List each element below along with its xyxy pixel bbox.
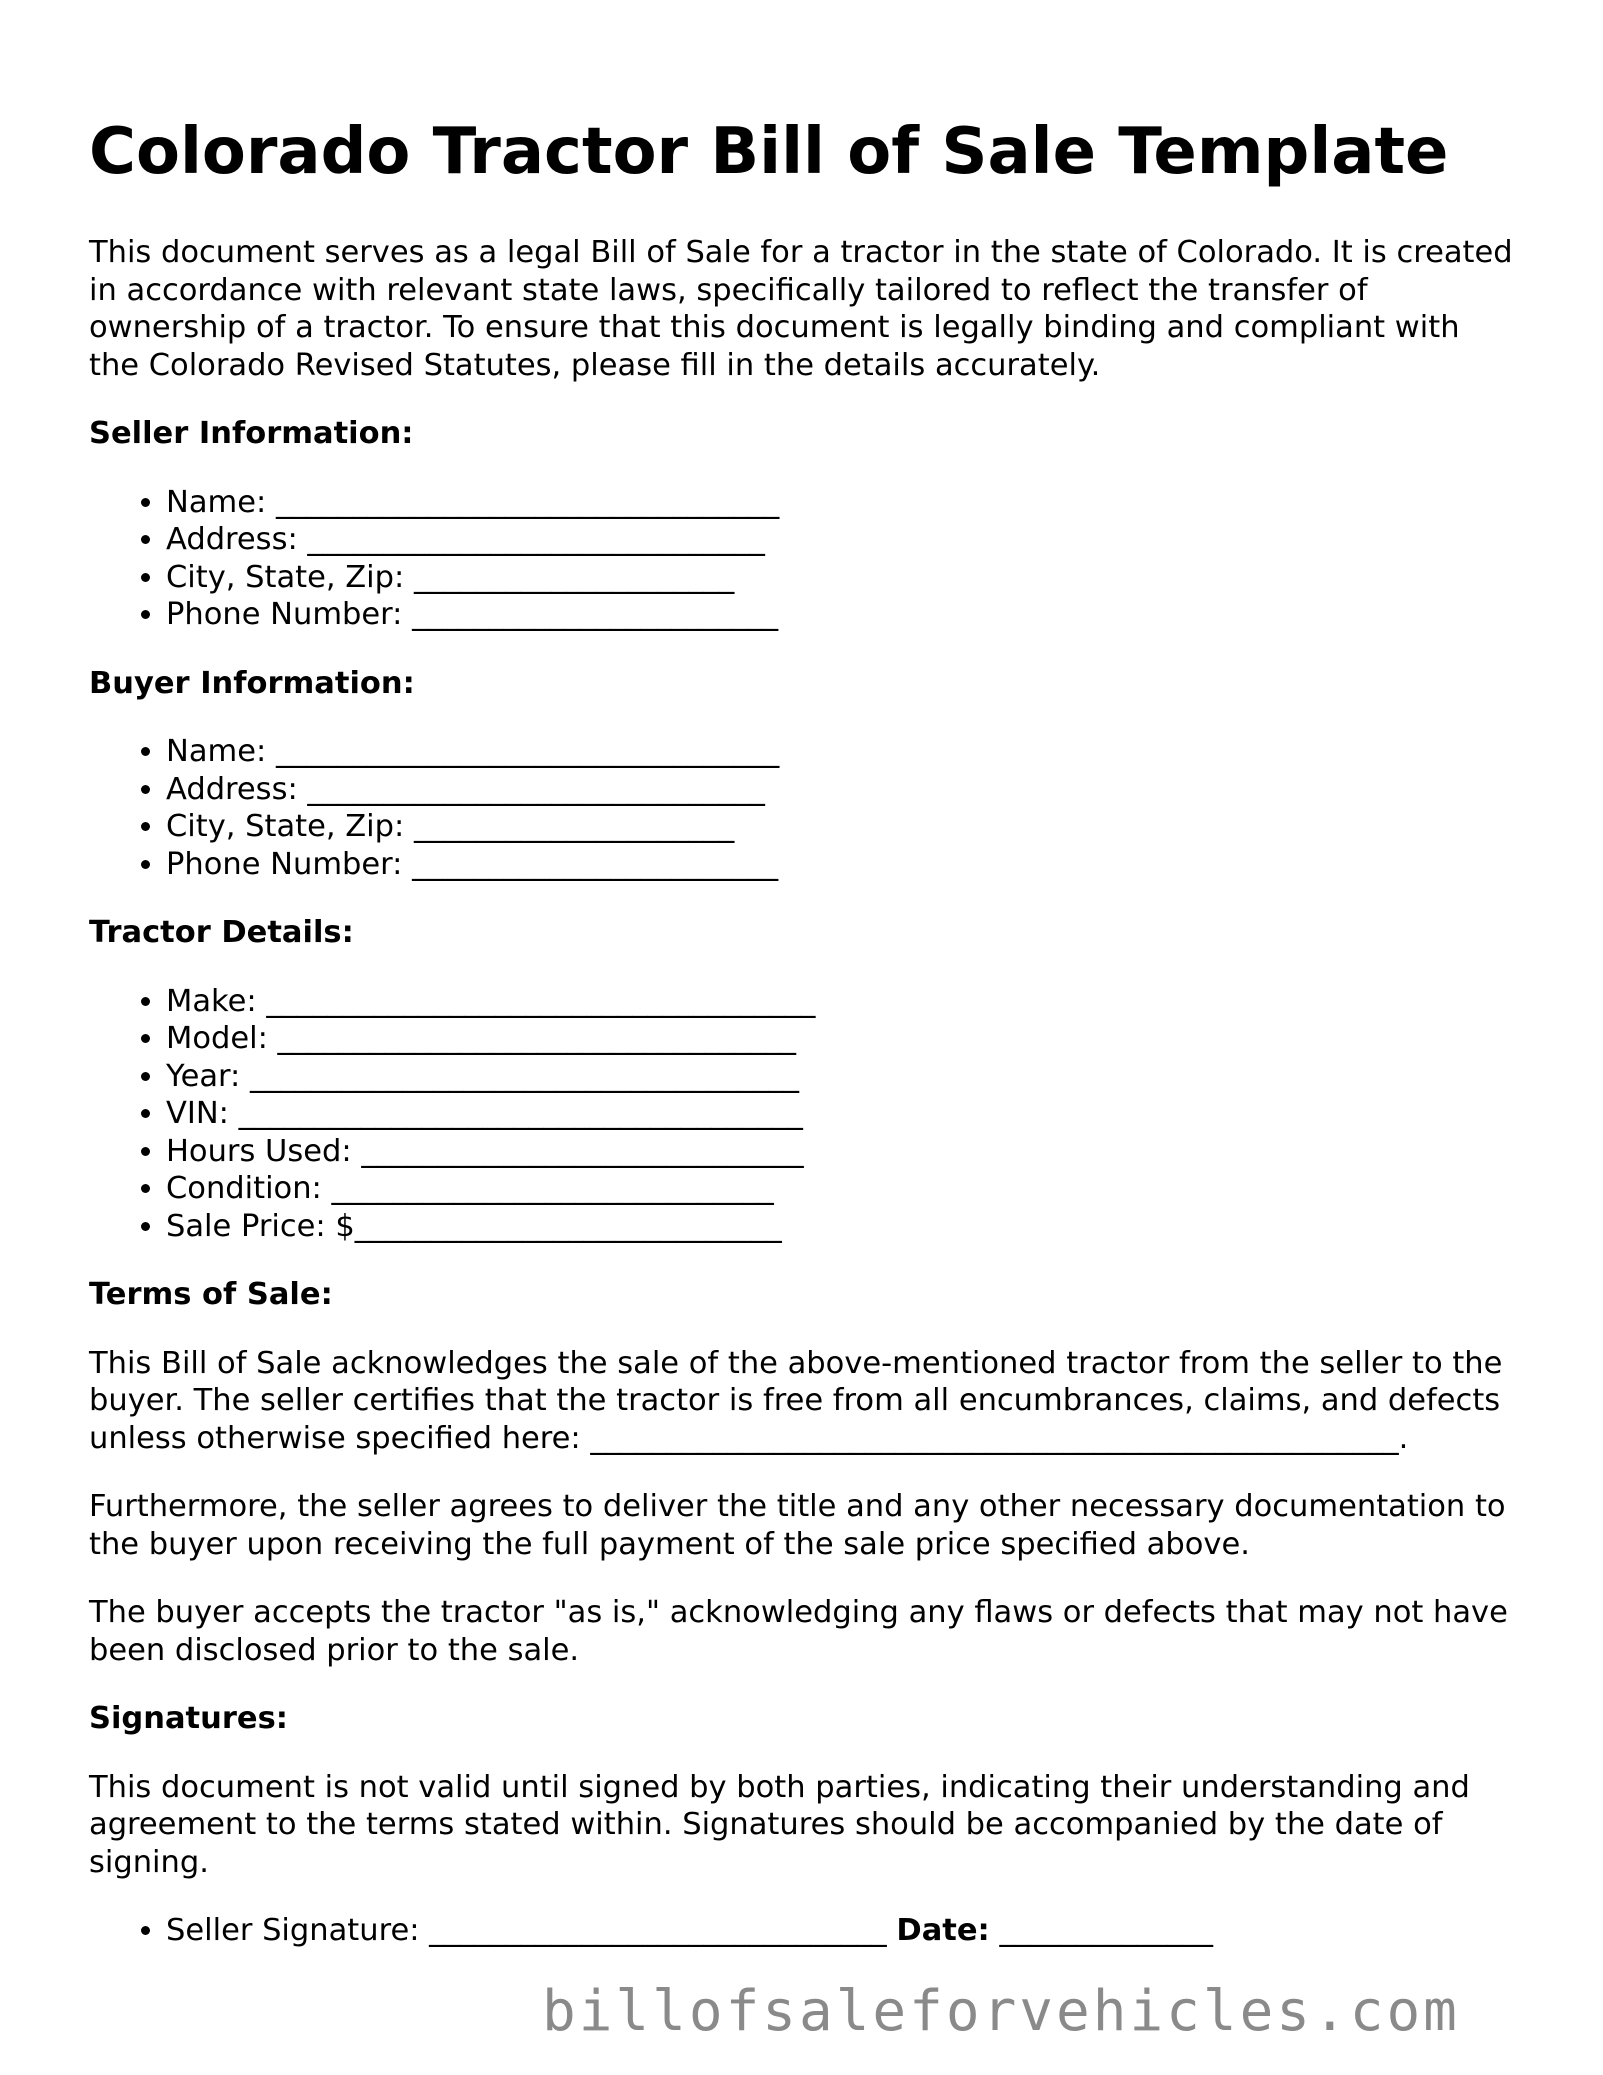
buyer-phone-field: • Phone Number: ________________________ xyxy=(166,846,1519,884)
date-label: Date: xyxy=(896,1913,990,1948)
signatures-heading: Signatures: xyxy=(89,1701,288,1736)
tractor-condition-field: • Condition: _____________________________ xyxy=(166,1170,1519,1208)
tractor-model-field: • Model: __________________________________ xyxy=(166,1020,1519,1058)
seller-phone-field: • Phone Number: ________________________ xyxy=(166,596,1519,634)
tractor-fields-list xyxy=(89,983,1519,1246)
buyer-address-field: • Address: ______________________________ xyxy=(166,771,1519,809)
date-blank: ______________ xyxy=(999,1913,1213,1948)
tractor-heading: Tractor Details: xyxy=(89,915,354,950)
buyer-city-state-zip-field: • City, State, Zip: _____________________ xyxy=(166,808,1519,846)
page-title: Colorado Tractor Bill of Sale Template xyxy=(89,115,1449,189)
terms-paragraph-1: This Bill of Sale acknowledges the sale of the above-mentioned tractor from the seller to the buyer. The seller certifies that the tractor is free from all encumbrances, claims, and defects unless otherwise specified here: _____________________________________________________. xyxy=(89,1345,1503,1456)
document-page xyxy=(89,108,1519,1981)
terms-paragraph-3: The buyer accepts the tractor "as is," acknowledging any flaws or defects that may not have been disclosed prior to the sale. xyxy=(89,1595,1508,1668)
tractor-year-field: • Year: ____________________________________ xyxy=(166,1058,1519,1096)
tractor-sale-price-field: • Sale Price: $____________________________ xyxy=(166,1208,1519,1246)
signatures-paragraph: This document is not valid until signed by both parties, indicating their understanding and agreement to the terms stated within. Signatures should be accompanied by the date of signing. xyxy=(89,1769,1470,1880)
seller-signature-field xyxy=(166,1912,1519,1950)
tractor-make-field: • Make: ____________________________________ xyxy=(166,983,1519,1021)
terms-heading: Terms of Sale: xyxy=(89,1277,333,1312)
tractor-vin-field: • VIN: _____________________________________ xyxy=(166,1095,1519,1133)
seller-city-state-zip-field: • City, State, Zip: _____________________ xyxy=(166,559,1519,597)
buyer-fields-list xyxy=(89,733,1519,883)
site-watermark: billofsaleforvehicles.com xyxy=(542,1979,1460,2044)
buyer-heading: Buyer Information: xyxy=(89,665,415,701)
seller-signature-label: Seller Signature: ______________________________ xyxy=(166,1913,887,1948)
buyer-name-field: • Name: _________________________________ xyxy=(166,733,1519,771)
intro-paragraph: This document serves as a legal Bill of Sale for a tractor in the state of Colorado. It is created in accordance with relevant state laws, specifically tailored to reflect the transfer of ownership of a tractor. To ensure that this document is legally binding and compliant with the Colorado Revised Statutes, please fill in the details accurately. xyxy=(89,235,1513,383)
seller-name-field: • Name: _________________________________ xyxy=(166,484,1519,522)
seller-fields-list xyxy=(89,484,1519,634)
seller-heading: Seller Information: xyxy=(89,416,414,451)
signature-fields-list xyxy=(89,1912,1519,1950)
tractor-hours-field: • Hours Used: _____________________________ xyxy=(166,1133,1519,1171)
terms-paragraph-2: Furthermore, the seller agrees to deliver the title and any other necessary documentation to the buyer upon receiving the full payment of the sale price specified above. xyxy=(89,1489,1506,1562)
seller-address-field: • Address: ______________________________ xyxy=(166,521,1519,559)
